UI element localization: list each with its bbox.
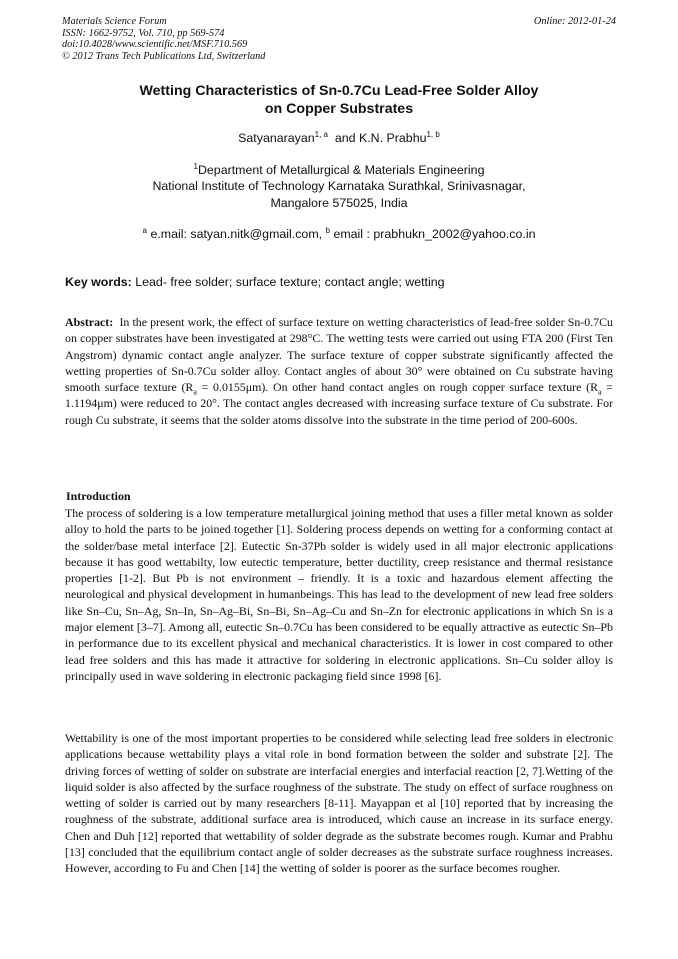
page-header	[62, 16, 616, 62]
introduction-paragraph-2: Wettability is one of the most important properties to be considered while selecting lead free solders in electronic applications because wettability plays a vital role in bond formation between the solder and substrate [2]. The driving forces of wetting of solder on substrate are interfacial energies and interfacial reaction [2, 7].Wetting of the liquid solder is also affected by the surface roughness of the substrate. The study on effect of surface roughness on wetting of solder is carried out by many researchers [8-11]. Mayappan et al [10] reported that by increasing the roughness of the substrate, additional surface area is introduced, which cause an increase in its surface energy. Chen and Duh [12] reported that wettability of solder degrade as the substrate becomes rough. Kumar and Prabhu [13] concluded that the equilibrium contact angle of solder decreases as the substrate surface roughness increases. However, according to Fu and Chen [14] the wetting of solder is poorer as the surface becomes rougher.	[65, 731, 613, 876]
doi-line[interactable]: doi:10.4028/www.scientific.net/MSF.710.569	[62, 39, 248, 51]
affiliation-line-1: Department of Metallurgical & Materials Engineering	[197, 163, 485, 177]
affiliation-line-2: National Institute of Technology Karnataka Surathkal, Srinivasnagar,	[152, 179, 526, 194]
paper-title	[62, 82, 616, 118]
author-list	[62, 131, 616, 146]
affiliation-mark: 1	[193, 162, 198, 171]
affiliation-line-3: Mangalore 575025, India	[270, 195, 408, 210]
introduction-paragraph-1: The process of soldering is a low temperature metallurgical joining method that uses a filler metal known as solder alloy to hold the parts to be joined together [1]. Soldering process depends on wetting for a conforming contact at the solder/base metal interface [2]. Eutectic Sn-37Pb solder is widely used in all major electronic applications because it has good wettabilty, low eutectic temperature, better ductility, creep resistance and thermal resistance properties [1-2]. But Pb is not environment – friendly. It is a toxic and hazardous element affecting the neurological and physical development in humanbeings. This has lead to the development of new lead free solders like Sn–Cu, Sn–Ag, Sn–In, Sn–Ag–Bi, Sn–Bi, Sn–Ag–Cu and Sn–Zn for electronic applications in which Sn is a major element [3–7]. Among all, eutectic Sn–0.7Cu has been considered to be equally attractive as eutectic Sn–Pb in performance due to its excellent physical and mechanical characteristics. It is lower in cost compared to other lead free solders and this has made it attractive for soldering in electronic applications. Sn–Cu solder alloy is principally used in wave soldering in electronic packaging field since 1998 [6].	[65, 506, 613, 683]
author-1-affiliation-mark: 1, a	[314, 130, 328, 139]
author-2-affiliation-mark: 1, b	[426, 130, 440, 139]
issn-line: ISSN: 1662-9752, Vol. 710, pp 569-574	[62, 27, 225, 39]
abstract-sub-2: a	[598, 387, 602, 397]
email-b[interactable]: email : prabhukn_2002@yahoo.co.in	[333, 227, 536, 241]
author-2: and K.N. Prabhu	[334, 131, 427, 145]
abstract-sub-1: a	[193, 387, 197, 397]
abstract	[65, 314, 613, 428]
affiliation	[62, 162, 616, 211]
keywords	[65, 274, 616, 290]
email-a[interactable]: e.mail: satyan.nitk@gmail.com,	[150, 227, 323, 241]
title-line-1: Wetting Characteristics of Sn-0.7Cu Lead-Free Solder Alloy	[139, 83, 539, 99]
keywords-label: Key words:	[65, 275, 132, 289]
author-1: Satyanarayan	[238, 131, 315, 145]
abstract-label: Abstract:	[65, 315, 114, 329]
email-line	[62, 226, 616, 242]
email-a-mark: a	[142, 226, 147, 235]
online-date: Online: 2012-01-24	[533, 16, 616, 27]
introduction-heading: Introduction	[66, 489, 131, 503]
copyright-line: © 2012 Trans Tech Publications Ltd, Switzerland	[62, 50, 266, 62]
abstract-text-3: = 1.1194μm) were reduced to 20°. The contact angles decreased with increasing surface texture of Cu substrate. For rough Cu substrate, it seems that the solder atoms dissolve into the substrate in the time period of 200-600s.	[65, 380, 613, 427]
journal-name: Materials Science Forum	[62, 16, 167, 27]
title-line-2: on Copper Substrates	[264, 101, 414, 117]
email-b-mark: b	[325, 226, 330, 235]
keywords-text: Lead- free solder; surface texture; contact angle; wetting	[135, 275, 445, 289]
abstract-text-1: In the present work, the effect of surface texture on wetting characteristics of lead-free solder Sn-0.7Cu on copper substrates have been investigated at 298°C. The wetting tests were carried out using FTA 200 (First Ten Angstrom) dynamic contact angle analyzer. The surface texture of copper substrate significantly affected the wetting properties of Sn-0.7Cu solder alloy. Contact angles of about 30° were obtained on Cu substrate having smooth surface texture (R	[65, 315, 613, 395]
abstract-text-2: = 0.0155μm). On other hand contact angles on rough copper surface texture (R	[196, 380, 599, 395]
